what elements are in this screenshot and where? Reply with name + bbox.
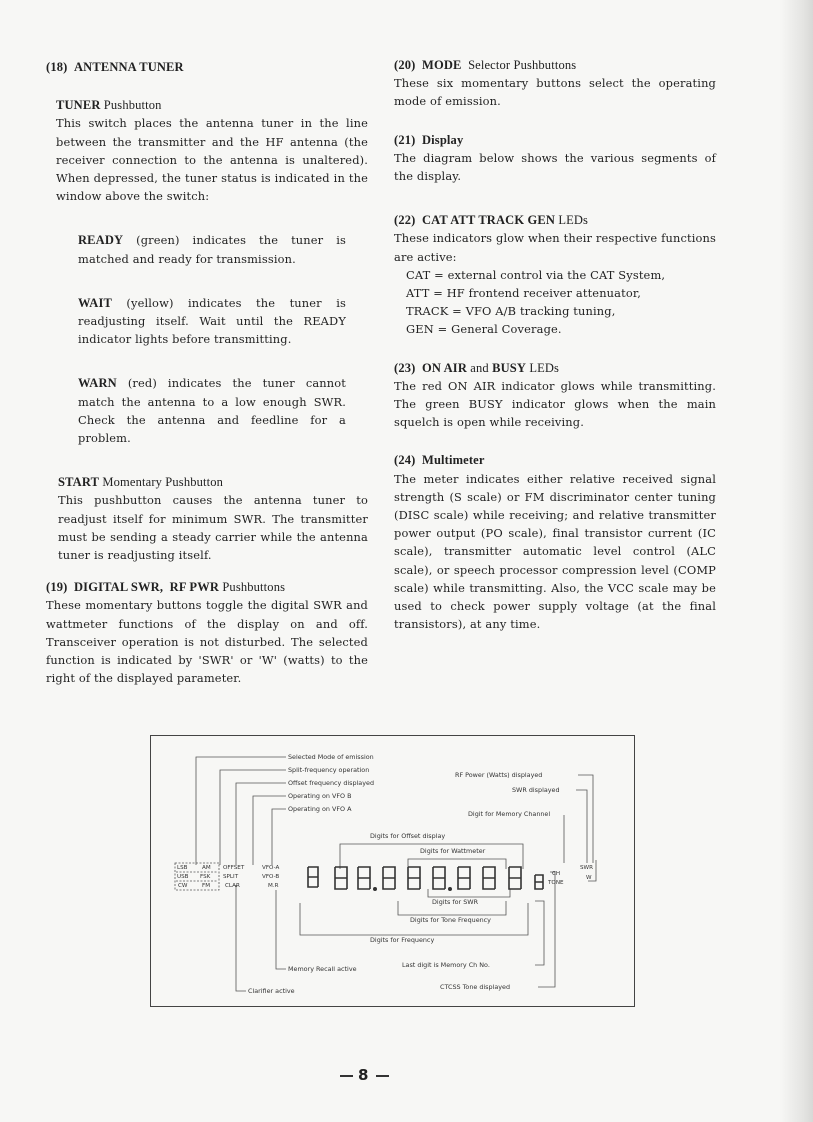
ann-cw: CW [178,883,188,889]
label-vfo-b: Operating on VFO B [288,792,352,800]
ann-fsk: FSK [200,874,211,880]
label-selected-mode: Selected Mode of emission [288,753,374,761]
ann-fm: FM [202,883,211,889]
label-split-operation: Split-frequency operation [288,766,370,774]
start-heading: START Momentary Pushbutton [58,475,224,490]
left-column [46,58,368,687]
track-line: TRACK = VFO A/B tracking tuning, [406,304,616,319]
label-offset-displayed: Offset frequency displayed [288,779,374,787]
section-19-body: These momentary buttons toggle the digital SWR and wattmeter functions of the display on and off. Transceiver operation is not disturbed. The selected function is indicated by 'SWR' or 'W' (watts) to the right of the displayed parameter. [46,598,368,686]
label-digits-swr: Digits for SWR [432,898,479,906]
display-diagram [150,735,635,1007]
page-edge-shadow [780,0,813,1122]
warn-paragraph: WARN (red) indicates the tuner cannot match the antenna to a low enough SWR. Check the antenna and feedline for a problem. [78,376,347,446]
label-ctcss: CTCSS Tone displayed [440,983,511,991]
label-digits-wattmeter: Digits for Wattmeter [420,847,486,855]
section-21-body: The diagram below shows the various segments of the display. [394,150,716,184]
ann-usb: USB [177,874,189,880]
section-20-heading: (20) MODE Selector Pushbuttons [394,58,577,72]
tuner-body: This switch places the antenna tuner in the line between the transmitter and the HF antenna (the receiver connection to the antenna is unaltered). When depressed, the tuner status is indicated in the window above the switch: [56,116,368,204]
page-number-dash-right [376,1075,389,1077]
ann-vfo-a: VFO-A [262,865,280,871]
page-number-dash-left [340,1075,353,1077]
label-rf-power: RF Power (Watts) displayed [455,771,543,779]
section-21-heading: (21) Display [394,132,464,147]
ann-vfo-b: VFO-B [262,874,280,880]
section-20-body: These six momentary buttons select the operating mode of emission. [394,76,716,109]
diagram-lines [150,735,635,1007]
ann-offset: OFFSET [223,865,245,871]
label-digits-frequency: Digits for Frequency [370,936,435,944]
section-23-body: The red ON AIR indicator glows while transmitting. The green BUSY indicator glows when the main squelch is open while receiving. [394,378,716,430]
section-22-body: These indicators glow when their respective functions are active: [394,231,716,264]
ann-clar: CLAR [225,883,240,889]
section-23-heading: (23) ON AIR and BUSY LEDs [394,360,560,375]
label-memory-digit: Digit for Memory Channel [468,810,551,818]
ann-am: AM [202,865,211,871]
seven-segment-digits [308,867,543,890]
gen-line: GEN = General Coverage. [406,322,562,337]
wait-paragraph: WAIT (yellow) indicates the tuner is readjusting itself. Wait until the READY indicator lights before transmitting. [78,295,346,347]
start-body: This pushbutton causes the antenna tuner to readjust itself for minimum SWR. The transmitter must be sending a steady carrier while the antenna tuner is readjusting itself. [58,493,368,563]
ann-split: SPLIT [223,874,239,880]
label-memory-recall: Memory Recall active [288,965,357,973]
label-clarifier: Clarifier active [248,987,295,995]
section-19-heading: (19) DIGITAL SWR, RF PWR Pushbuttons [46,580,286,595]
right-column [394,56,716,633]
label-digits-offset: Digits for Offset display [370,832,446,840]
page-number: 8 [358,1066,369,1084]
label-digits-tone: Digits for Tone Frequency [410,916,491,924]
ann-lsb: LSB [177,865,188,871]
section-24-body: The meter indicates either relative received signal strength (S scale) or FM discriminator center tuning (DISC scale) while receiving; and relative transmitter power output (PO scale), final transistor current (IC scale), transmitter automatic level control (ALC scale), or speech processor compression level (COMP scale) while transmitting. Also, the VCC scale may be used to check power supply voltage (at the final transistors), at any time. [394,471,716,632]
tuner-heading: TUNER Pushbutton [56,98,162,113]
section-24-heading: (24) Multimeter [394,453,485,468]
ann-ch: CH [552,871,561,877]
label-swr-displayed: SWR displayed [512,786,560,794]
ann-tone: TONE [548,880,564,886]
section-22-heading: (22) CAT ATT TRACK GEN LEDs [394,213,589,228]
ann-swr: SWR [580,865,593,871]
att-line: ATT = HF frontend receiver attenuator, [406,286,641,301]
ready-paragraph: READY (green) indicates the tuner is matched and ready for transmission. [78,233,346,266]
section-18-heading: (18) ANTENNA TUNER [46,60,184,74]
ann-mr: M.R [268,883,279,889]
label-vfo-a: Operating on VFO A [288,805,352,813]
cat-line: CAT = external control via the CAT System, [406,267,666,282]
label-last-digit: Last digit is Memory Ch No. [402,961,490,969]
ann-w: W [586,875,592,881]
